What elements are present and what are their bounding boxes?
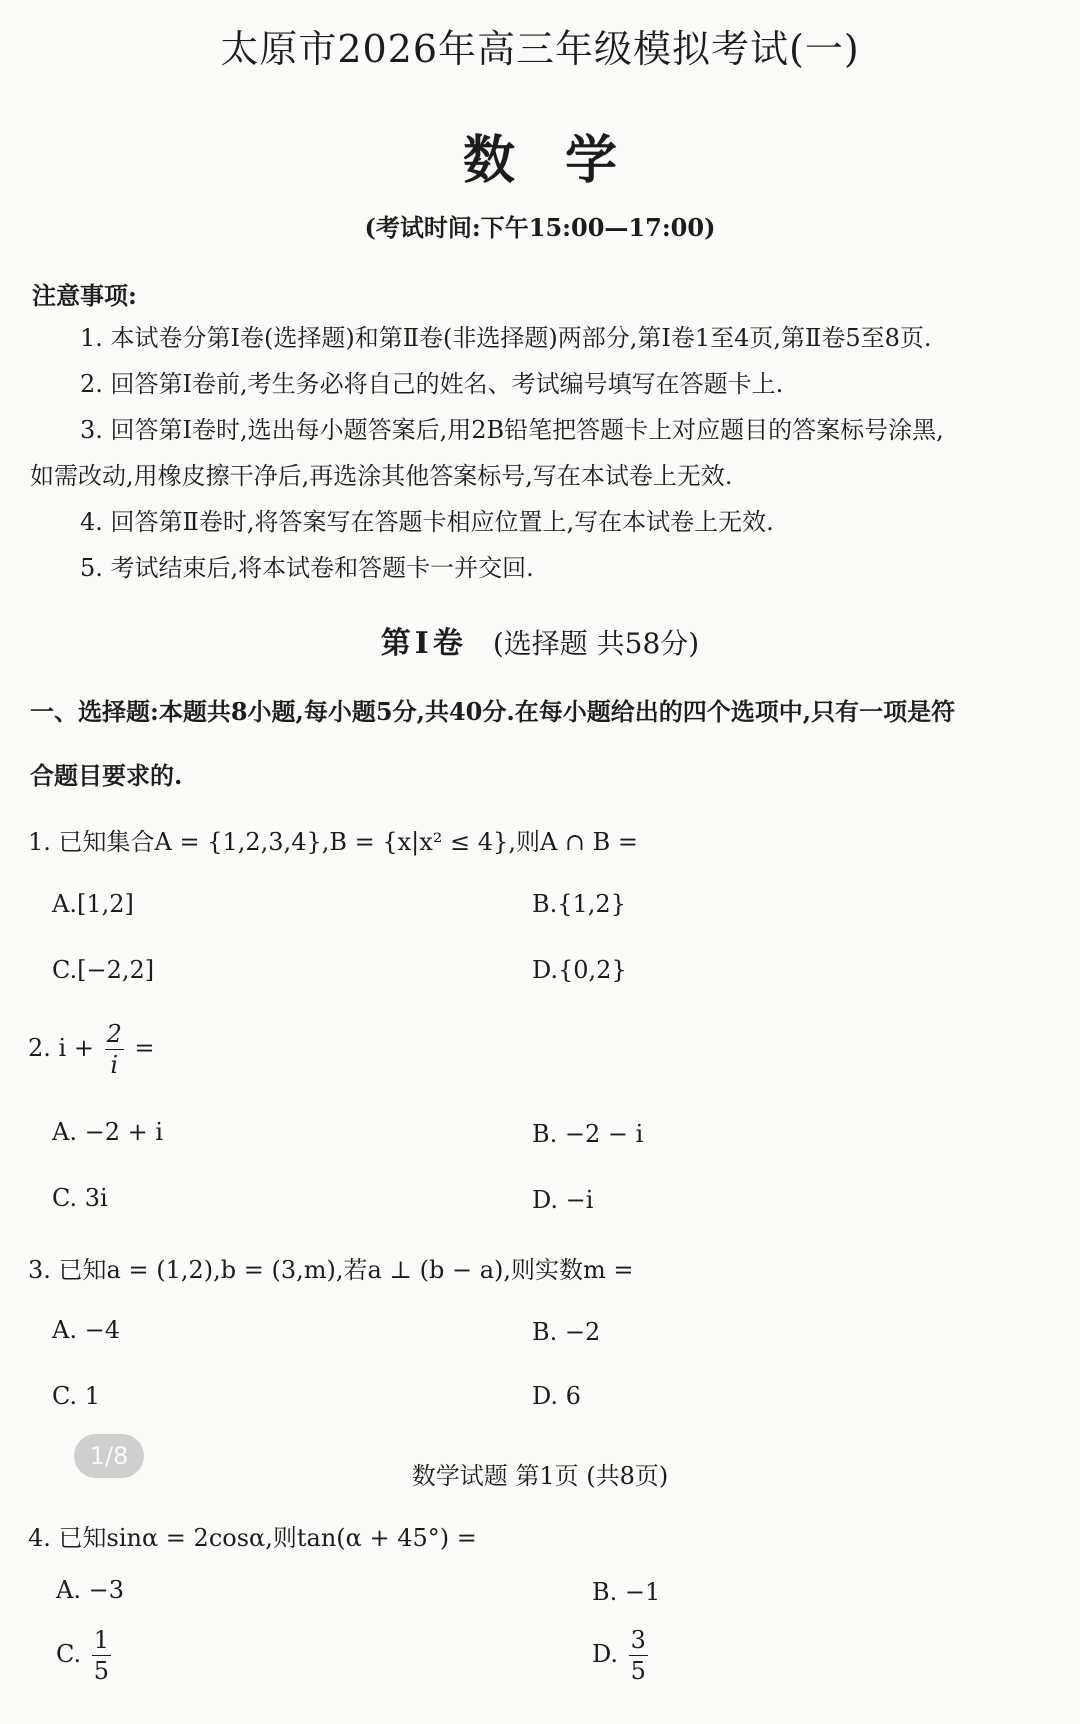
question-2-lead: 2. i + xyxy=(28,1034,94,1062)
question-2-option-d: D. −i xyxy=(532,1186,594,1214)
question-2-stem xyxy=(28,1022,155,1077)
exam-time: (考试时间:下午15:00—17:00) xyxy=(364,213,716,242)
section-title xyxy=(0,618,1080,662)
notice-heading: 注意事项: xyxy=(32,281,137,310)
question-3-option-c: C. 1 xyxy=(52,1382,101,1410)
question-4-option-b: B. −1 xyxy=(592,1578,661,1606)
part-instructions: 一、选择题:本题共8小题,每小题5分,共40分.在每小题给出的四个选项中,只有一项是符 xyxy=(30,697,956,726)
question-2-option-b: B. −2 − i xyxy=(532,1120,644,1148)
part-instructions-continued: 合题目要求的. xyxy=(30,761,183,790)
question-4-option-c xyxy=(56,1628,114,1683)
fraction-denominator: 5 xyxy=(93,1657,110,1685)
question-4-option-d xyxy=(592,1628,651,1683)
fraction-numerator: 3 xyxy=(630,1626,646,1654)
fraction-numerator: 2 xyxy=(106,1020,122,1048)
option-label: C. xyxy=(56,1640,82,1668)
question-1-option-b: B.{1,2} xyxy=(532,890,626,918)
fraction-numerator: 1 xyxy=(93,1626,110,1654)
page-indicator-badge: 1/8 xyxy=(74,1434,144,1478)
question-2-option-a: A. −2 + i xyxy=(52,1118,164,1146)
notice-item: 2. 回答第Ⅰ卷前,考生务必将自己的姓名、考试编号填写在答题卡上. xyxy=(80,370,784,398)
question-1-option-c: C.[−2,2] xyxy=(52,956,155,984)
section-subtitle: (选择题 共58分) xyxy=(492,627,700,660)
question-4-option-a: A. −3 xyxy=(56,1576,124,1604)
question-3-stem: 3. 已知a = (1,2),b = (3,m),若a ⊥ (b − a),则实数m = xyxy=(28,1256,634,1284)
question-2-tail: = xyxy=(134,1034,155,1062)
question-4-option-d-fraction xyxy=(629,1628,648,1683)
question-1-option-d: D.{0,2} xyxy=(532,956,627,984)
question-2-option-c: C. 3i xyxy=(52,1184,108,1212)
exam-title: 太原市2026年高三年级模拟考试(一) xyxy=(220,27,860,71)
question-2-fraction xyxy=(105,1022,124,1077)
subject-title: 数学 xyxy=(462,130,667,191)
notice-item: 1. 本试卷分第Ⅰ卷(选择题)和第Ⅱ卷(非选择题)两部分,第Ⅰ卷1至4页,第Ⅱ卷5至8页. xyxy=(80,324,932,352)
fraction-denominator: 5 xyxy=(630,1657,646,1685)
question-3-option-a: A. −4 xyxy=(52,1316,120,1344)
notice-item-continued: 如需改动,用橡皮擦干净后,再选涂其他答案标号,写在本试卷上无效. xyxy=(30,462,733,490)
question-4-stem: 4. 已知sinα = 2cosα,则tan(α + 45°) = xyxy=(28,1524,477,1552)
notice-item: 4. 回答第Ⅱ卷时,将答案写在答题卡相应位置上,写在本试卷上无效. xyxy=(80,508,774,536)
question-1-stem: 1. 已知集合A = {1,2,3,4},B = {x|x² ≤ 4},则A ∩ B = xyxy=(28,828,639,856)
notice-item: 5. 考试结束后,将本试卷和答题卡一并交回. xyxy=(80,554,534,582)
option-label: D. xyxy=(592,1640,619,1668)
notice-item: 3. 回答第Ⅰ卷时,选出每小题答案后,用2B铅笔把答题卡上对应题目的答案标号涂黑, xyxy=(80,416,944,444)
question-3-option-b: B. −2 xyxy=(532,1318,601,1346)
page-footer: 数学试题 第1页 (共8页) xyxy=(411,1462,669,1490)
question-4-option-c-fraction xyxy=(92,1628,111,1683)
section-volume: 第Ⅰ卷 xyxy=(380,626,467,661)
question-3-option-d: D. 6 xyxy=(532,1382,581,1410)
question-1-option-a: A.[1,2] xyxy=(52,890,134,918)
fraction-denominator: i xyxy=(110,1051,119,1079)
